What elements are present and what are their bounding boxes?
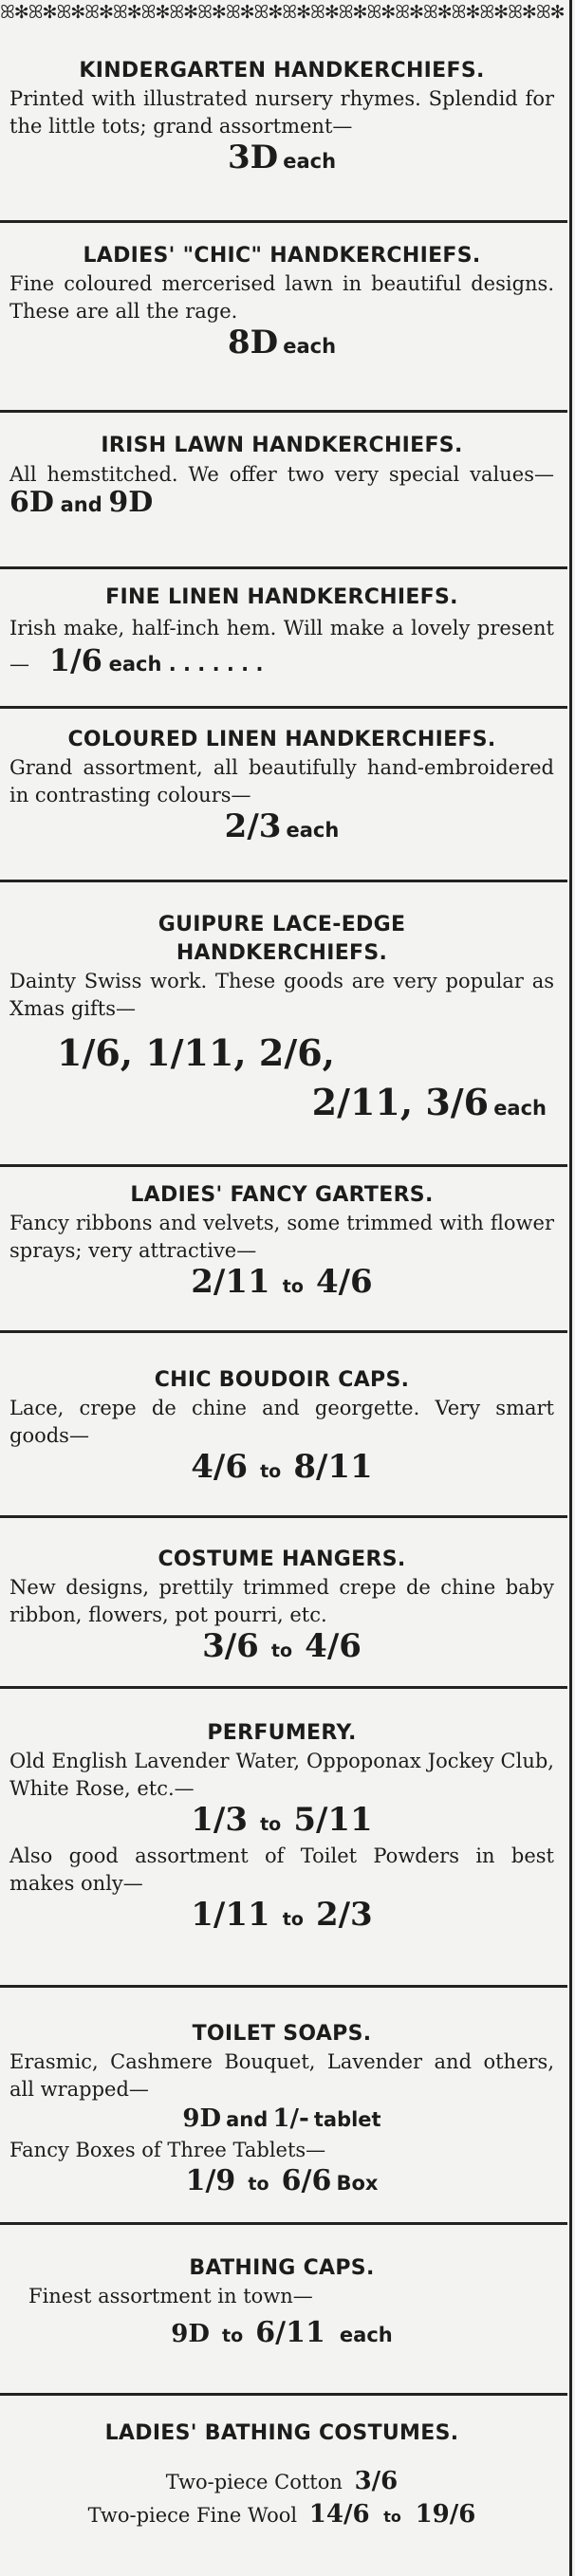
price-from: 1/11 [191,1896,270,1934]
description: New designs, prettily trimmed crepe de chine baby ribbon, flowers, pot pourri, etc. [9,1576,554,1626]
heading: CHIC BOUDOIR CAPS. [154,1368,410,1392]
description: Finest assortment in town— [28,2285,313,2307]
costume-line-1 [9,2465,554,2498]
section-bathing-costumes [0,2410,567,2576]
description [9,612,554,680]
price-from: 1/9 [185,2164,236,2197]
costume-price: 3/6 [354,2467,399,2495]
heading: LADIES' BATHING COSTUMES. [104,2421,459,2445]
price-suffix: each [283,150,337,173]
heading: TOILET SOAPS. [192,2022,372,2046]
price-line [9,2316,554,2354]
price-line-1 [57,1032,554,1082]
description-text: Irish make, half-inch hem. Will make a lovely present— [9,617,554,676]
section-soaps [0,2007,567,2225]
price-from: 9D [171,2320,210,2348]
price: 1/6 [48,642,102,678]
heading: LADIES' FANCY GARTERS. [130,1183,434,1207]
and-word: and [60,493,102,516]
heading: BATHING CAPS. [189,2256,375,2280]
price-from: 4/6 [191,1448,248,1486]
section-kindergarten [0,57,567,223]
price-line [9,140,554,180]
heading: KINDERGARTEN HANDKERCHIEFS. [79,59,485,83]
price-line [9,1450,554,1490]
price-to: 8/11 [293,1448,373,1486]
heading: IRISH LAWN HANDKERCHIEFS. [101,434,463,457]
price-suffix: Box [336,2172,379,2195]
to-word: to [270,1640,293,1661]
price-to: 4/6 [315,1263,373,1301]
price-from: 1/3 [191,1801,248,1839]
and-word: and [226,2108,269,2131]
description: Printed with illustrated nursery rhymes. Splendid for the little tots; grand assortment— [9,87,554,138]
price-line-2 [9,1082,554,1131]
description: Dainty Swiss work. These goods are very popular as Xmas gifts— [9,970,554,1020]
price-suffix: each [493,1097,547,1120]
price-to: 6/6 [281,2164,332,2197]
right-rule [569,0,572,2576]
to-word: to [248,2174,269,2195]
costume-label: Two-piece Fine Wool [87,2504,298,2527]
description: Fancy ribbons and velvets, some trimmed with flower sprays; very attractive— [9,1212,554,1262]
heading: COSTUME HANGERS. [158,1547,406,1571]
description-2: Fancy Boxes of Three Tablets— [9,2139,326,2161]
prices: 2/11, 3/6 [311,1081,490,1123]
description [9,460,554,519]
heading: LADIES' "CHIC" HANDKERCHIEFS. [83,244,481,268]
price-line [9,1265,554,1305]
heading: FINE LINEN HANDKERCHIEFS. [105,585,458,609]
section-irish [0,432,567,569]
heading: GUIPURE LACE-EDGE HANDKERCHIEFS. [158,913,406,965]
price-line-2 [9,2164,554,2202]
price-suffix: each [339,2324,393,2346]
costume-price-from: 14/6 [308,2500,370,2529]
description: Fine coloured mercerised lawn in beautiful designs. These are all the rage. [9,272,554,323]
price-1: 9D [182,2104,222,2133]
price-suffix: each . . . . . . . [108,653,264,676]
heading: COLOURED LINEN HANDKERCHIEFS. [67,728,496,751]
section-fine-linen [0,584,567,709]
section-garters [0,1181,567,1333]
price-from: 2/11 [191,1263,270,1301]
description: Old English Lavender Water, Oppoponax Jockey Club, White Rose, etc.— [9,1750,554,1800]
price-2: 9D [108,486,154,519]
to-word: to [383,2508,401,2526]
to-word: to [282,1909,304,1930]
costume-price-to: 19/6 [415,2500,476,2529]
price: 8D [227,324,279,361]
price-suffix: each [286,819,340,842]
to-word: to [260,1814,282,1835]
section-perfumery [0,1708,567,1988]
heading: PERFUMERY. [207,1721,357,1745]
section-coloured-linen [0,726,567,882]
price-line [9,2103,554,2137]
section-hangers [0,1532,567,1689]
price-line-2 [9,1898,554,1937]
to-word: to [282,1276,304,1297]
description-2: Also good assortment of Toilet Powders in best makes only— [9,1844,554,1895]
price-to: 6/11 [255,2316,325,2349]
price-line [9,1629,554,1669]
costume-label: Two-piece Cotton [165,2471,343,2493]
price-from: 3/6 [202,1627,259,1665]
costume-line-2 [9,2498,554,2533]
price-line [9,325,554,365]
section-boudoir [0,1347,567,1518]
price-1: 6D [9,486,54,519]
section-bathing-caps [0,2239,567,2396]
ornamental-border: ꕤ✻ꕤ✻ꕤ✻ꕤ✻ꕤ✻ꕤ✻ꕤ✻ꕤ✻ꕤ✻ꕤ✻ꕤ✻ꕤ✻ꕤ✻ꕤ✻ꕤ✻ꕤ✻ꕤ✻ꕤ✻ꕤ✻ꕤ✻ [0,2,565,23]
price-2: 1/- [272,2104,309,2133]
to-word: to [222,2326,244,2346]
section-guipure [0,911,567,1167]
price-to: 2/3 [315,1896,373,1934]
price-to: 4/6 [305,1627,362,1665]
price-to: 5/11 [293,1801,373,1839]
price-suffix: tablet [313,2108,381,2131]
price-line [9,809,554,849]
description-text: All hemstitched. We offer two very special values— [9,463,554,486]
description: Grand assortment, all beautifully hand-embroidered in contrasting colours— [9,756,554,806]
price-suffix: each [283,335,337,358]
price-line [9,1803,554,1843]
description: Lace, crepe de chine and georgette. Very smart goods— [9,1397,554,1447]
price: 3D [227,139,279,176]
section-chic [0,242,567,413]
price: 2/3 [224,807,282,845]
description: Erasmic, Cashmere Bouquet, Lavender and others, all wrapped— [9,2050,554,2101]
prices: 1/6, 1/11, 2/6, [57,1031,335,1074]
to-word: to [260,1461,282,1482]
